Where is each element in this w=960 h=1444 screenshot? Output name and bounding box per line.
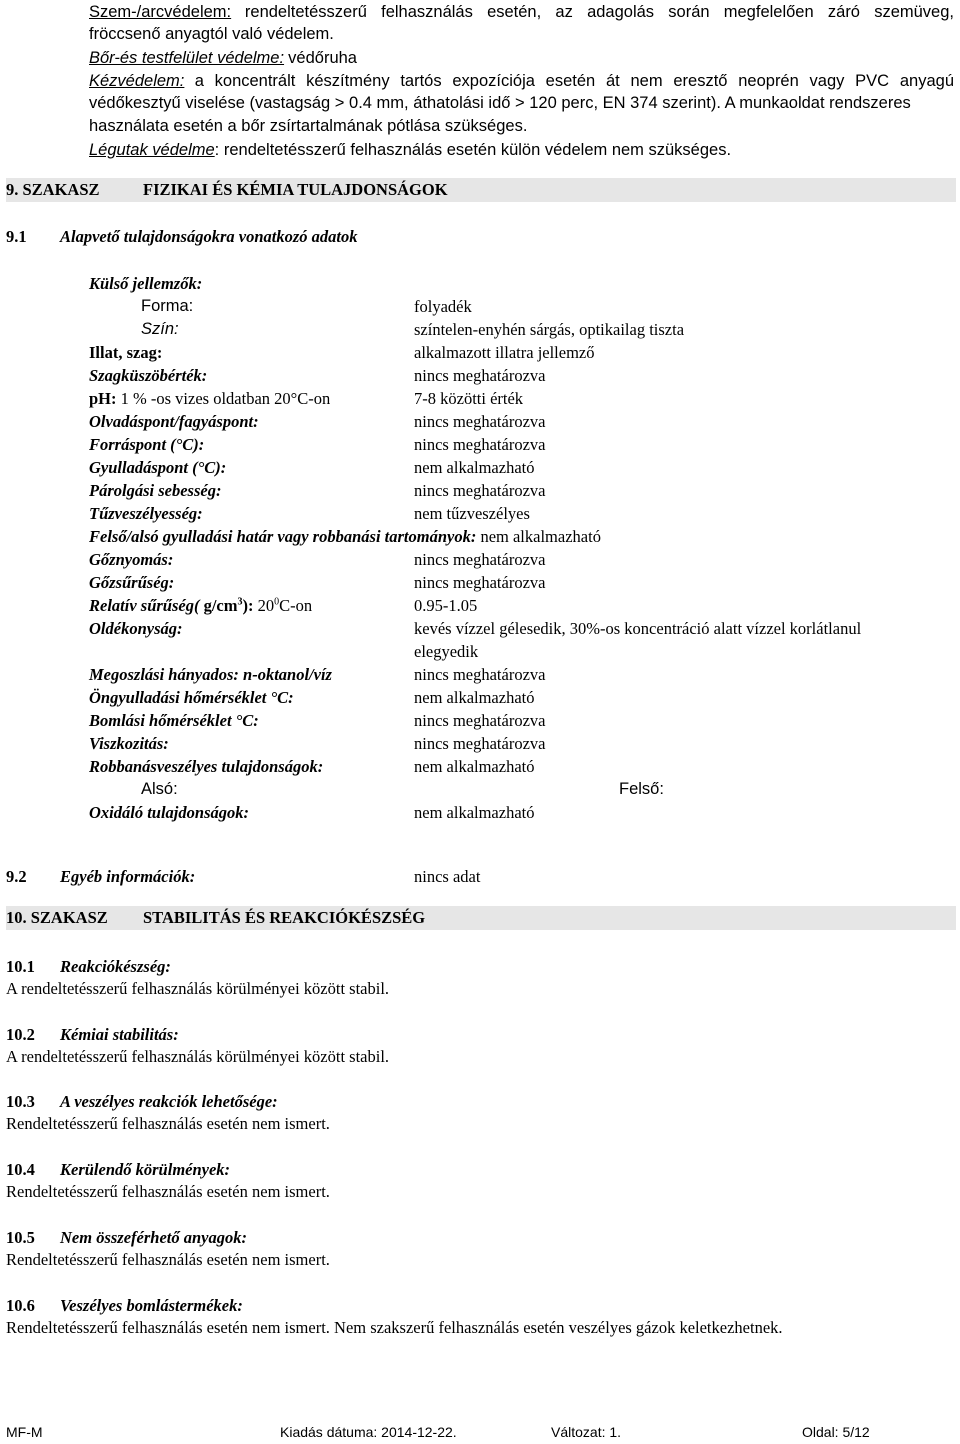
subsection-10-6-text: Rendeltetésszerű felhasználás esetén nem ismert. Nem szakszerű felhasználás esetén veszélyes gázok keletkezhetnek. (6, 1318, 783, 1337)
hand-protection-line (89, 69, 954, 93)
subsection-10-2-text: A rendeltetésszerű felhasználás körülményei között stabil. (6, 1047, 390, 1066)
relative-density-unit: g/cm (203, 596, 238, 615)
ph-line (89, 387, 330, 410)
skin-protection-label: Bőr-és testfelület védelme: (89, 49, 285, 67)
skin-protection-text: védőruha (288, 49, 357, 67)
subsection-10-3-number: 10.3 (6, 1092, 35, 1111)
relative-density-label: Relatív sűrűség( (89, 596, 204, 615)
ph-condition: 1 % -os vizes oldatban 20°C-on (116, 389, 331, 408)
footer-page-number: Oldal: 5/12 (802, 1424, 870, 1440)
subsection-9-2-title: Egyéb információk: (60, 867, 196, 886)
subsection-10-1-text: A rendeltetésszerű felhasználás körülményei között stabil. (6, 979, 390, 998)
solubility-label: Oldékonyság: (89, 619, 183, 638)
subsection-10-3-title: A veszélyes reakciók lehetősége: (60, 1092, 278, 1111)
viscosity-label: Viszkozitás: (89, 734, 169, 753)
subsection-10-6-title: Veszélyes bomlástermékek: (60, 1296, 243, 1315)
evaporation-rate-value: nincs meghatározva (414, 481, 546, 500)
subsection-10-4-title: Kerülendő körülmények: (60, 1160, 231, 1179)
odor-threshold-value: nincs meghatározva (414, 366, 546, 385)
respiratory-protection-line (89, 138, 731, 162)
flash-point-value: nem alkalmazható (414, 458, 535, 477)
autoignition-value: nem alkalmazható (414, 688, 535, 707)
explosive-properties-value: nem alkalmazható (414, 757, 535, 776)
relative-density-line (89, 594, 312, 617)
eye-protection-line (89, 0, 954, 24)
decomposition-temp-value: nincs meghatározva (414, 711, 546, 730)
partition-coefficient-label: Megoszlási hányados: n-oktanol/víz (89, 665, 332, 684)
vapor-density-value: nincs meghatározva (414, 573, 546, 592)
subsection-10-5-number: 10.5 (6, 1228, 35, 1247)
relative-density-colon: ): (242, 596, 258, 615)
odor-threshold-label: Szagküszöbérték: (89, 366, 208, 385)
subsection-10-1-title: Reakciókészség: (60, 957, 171, 976)
odor-label: Illat, szag: (89, 343, 163, 362)
boiling-point-value: nincs meghatározva (414, 435, 546, 454)
odor-value: alkalmazott illatra jellemző (414, 343, 595, 362)
autoignition-label: Öngyulladási hőmérséklet °C: (89, 688, 294, 707)
section-9-header (6, 178, 956, 202)
subsection-10-2-title: Kémiai stabilitás: (60, 1025, 179, 1044)
relative-density-temp-degree: 0 (274, 596, 280, 608)
hand-protection-text: a koncentrált készítmény tartós expozíciója esetén át nem eresztő neoprén vagy PVC anyagú (194, 72, 954, 90)
section-10-header (6, 906, 956, 930)
subsection-10-6-number: 10.6 (6, 1296, 35, 1315)
hand-protection-label: Kézvédelem: (89, 72, 185, 90)
subsection-9-2-value: nincs adat (414, 867, 481, 886)
explosion-limits-label: Felső/alsó gyulladási határ vagy robbanási tartományok: (89, 527, 477, 546)
section-9-number: 9. SZAKASZ (6, 180, 100, 199)
hand-protection-text-3: használata esetén a bőr zsírtartalmának pótlása szükséges. (89, 117, 528, 135)
form-label: Forma: (141, 297, 194, 315)
ph-value: 7-8 közötti érték (414, 389, 524, 408)
color-value: színtelen-enyhén sárgás, optikailag tiszta (414, 320, 685, 339)
partition-coefficient-value: nincs meghatározva (414, 665, 546, 684)
skin-protection-line (89, 46, 357, 70)
explosion-limits-value: nem alkalmazható (480, 527, 601, 546)
boiling-point-label: Forráspont (°C): (89, 435, 205, 454)
subsection-10-4-number: 10.4 (6, 1160, 35, 1179)
relative-density-temp: 20 (257, 596, 275, 615)
ph-label: pH: (89, 389, 117, 408)
eye-protection-text: rendeltetésszerű felhasználás esetén, az adagolás során megfelelően záró szemüveg, (244, 3, 954, 21)
subsection-10-5-text: Rendeltetésszerű felhasználás esetén nem ismert. (6, 1250, 330, 1269)
oxidizing-properties-label: Oxidáló tulajdonságok: (89, 803, 249, 822)
relative-density-temp-unit: C-on (279, 596, 313, 615)
explosion-limits-line (89, 525, 601, 548)
evaporation-rate-label: Párolgási sebesség: (89, 481, 222, 500)
melting-point-value: nincs meghatározva (414, 412, 546, 431)
flash-point-label: Gyulladáspont (°C): (89, 458, 227, 477)
explosive-properties-label: Robbanásveszélyes tulajdonságok: (89, 757, 324, 776)
flammability-value: nem tűzveszélyes (414, 504, 530, 523)
eye-protection-text-2: fröccsenő anyagtól való védelem. (89, 25, 334, 43)
solubility-value: kevés vízzel gélesedik, 30%-os koncentráció alatt vízzel korlátlanul (414, 619, 862, 638)
viscosity-value: nincs meghatározva (414, 734, 546, 753)
section-9-title: FIZIKAI ÉS KÉMIA TULAJDONSÁGOK (143, 180, 448, 199)
subsection-10-2-number: 10.2 (6, 1025, 35, 1044)
vapor-pressure-label: Gőznyomás: (89, 550, 174, 569)
subsection-9-1-title: Alapvető tulajdonságokra vonatkozó adatok (60, 227, 358, 246)
footer-product-code: MF-M (6, 1424, 43, 1440)
section-10-title: STABILITÁS ÉS REAKCIÓKÉSZSÉG (143, 908, 426, 927)
footer-issue-date: Kiadás dátuma: 2014-12-22. (280, 1424, 457, 1440)
color-label: Szín: (141, 320, 179, 338)
vapor-pressure-value: nincs meghatározva (414, 550, 546, 569)
section-10-number: 10. SZAKASZ (6, 908, 108, 927)
subsection-10-5-title: Nem összeférhető anyagok: (60, 1228, 247, 1247)
hand-protection-text-2: védőkesztyű viselése (vastagság > 0.4 mm, áthatolási idő > 120 perc, EN 374 szerint). A munkaoldat rendszeres (89, 94, 911, 112)
external-characteristics-label: Külső jellemzők: (89, 274, 203, 293)
solubility-value-2: elegyedik (414, 642, 479, 661)
melting-point-label: Olvadáspont/fagyáspont: (89, 412, 259, 431)
relative-density-unit-exponent: 3 (237, 596, 243, 608)
oxidizing-properties-value: nem alkalmazható (414, 803, 535, 822)
respiratory-protection-label: Légutak védelme (89, 141, 215, 159)
form-value: folyadék (414, 297, 472, 316)
subsection-10-1-number: 10.1 (6, 957, 35, 976)
subsection-10-3-text: Rendeltetésszerű felhasználás esetén nem ismert. (6, 1114, 330, 1133)
subsection-10-4-text: Rendeltetésszerű felhasználás esetén nem ismert. (6, 1182, 330, 1201)
lower-limit-label: Alsó: (141, 780, 178, 798)
subsection-9-1-number: 9.1 (6, 227, 27, 246)
flammability-label: Tűzveszélyesség: (89, 504, 203, 523)
vapor-density-label: Gőzsűrűség: (89, 573, 175, 592)
upper-limit-label: Felső: (619, 780, 664, 798)
eye-protection-label: Szem-/arcvédelem: (89, 3, 232, 21)
subsection-9-2-number: 9.2 (6, 867, 27, 886)
footer-version: Változat: 1. (551, 1424, 622, 1440)
decomposition-temp-label: Bomlási hőmérséklet °C: (89, 711, 259, 730)
relative-density-value: 0.95-1.05 (414, 596, 478, 615)
respiratory-protection-text: : rendeltetésszerű felhasználás esetén külön védelem nem szükséges. (214, 141, 732, 159)
